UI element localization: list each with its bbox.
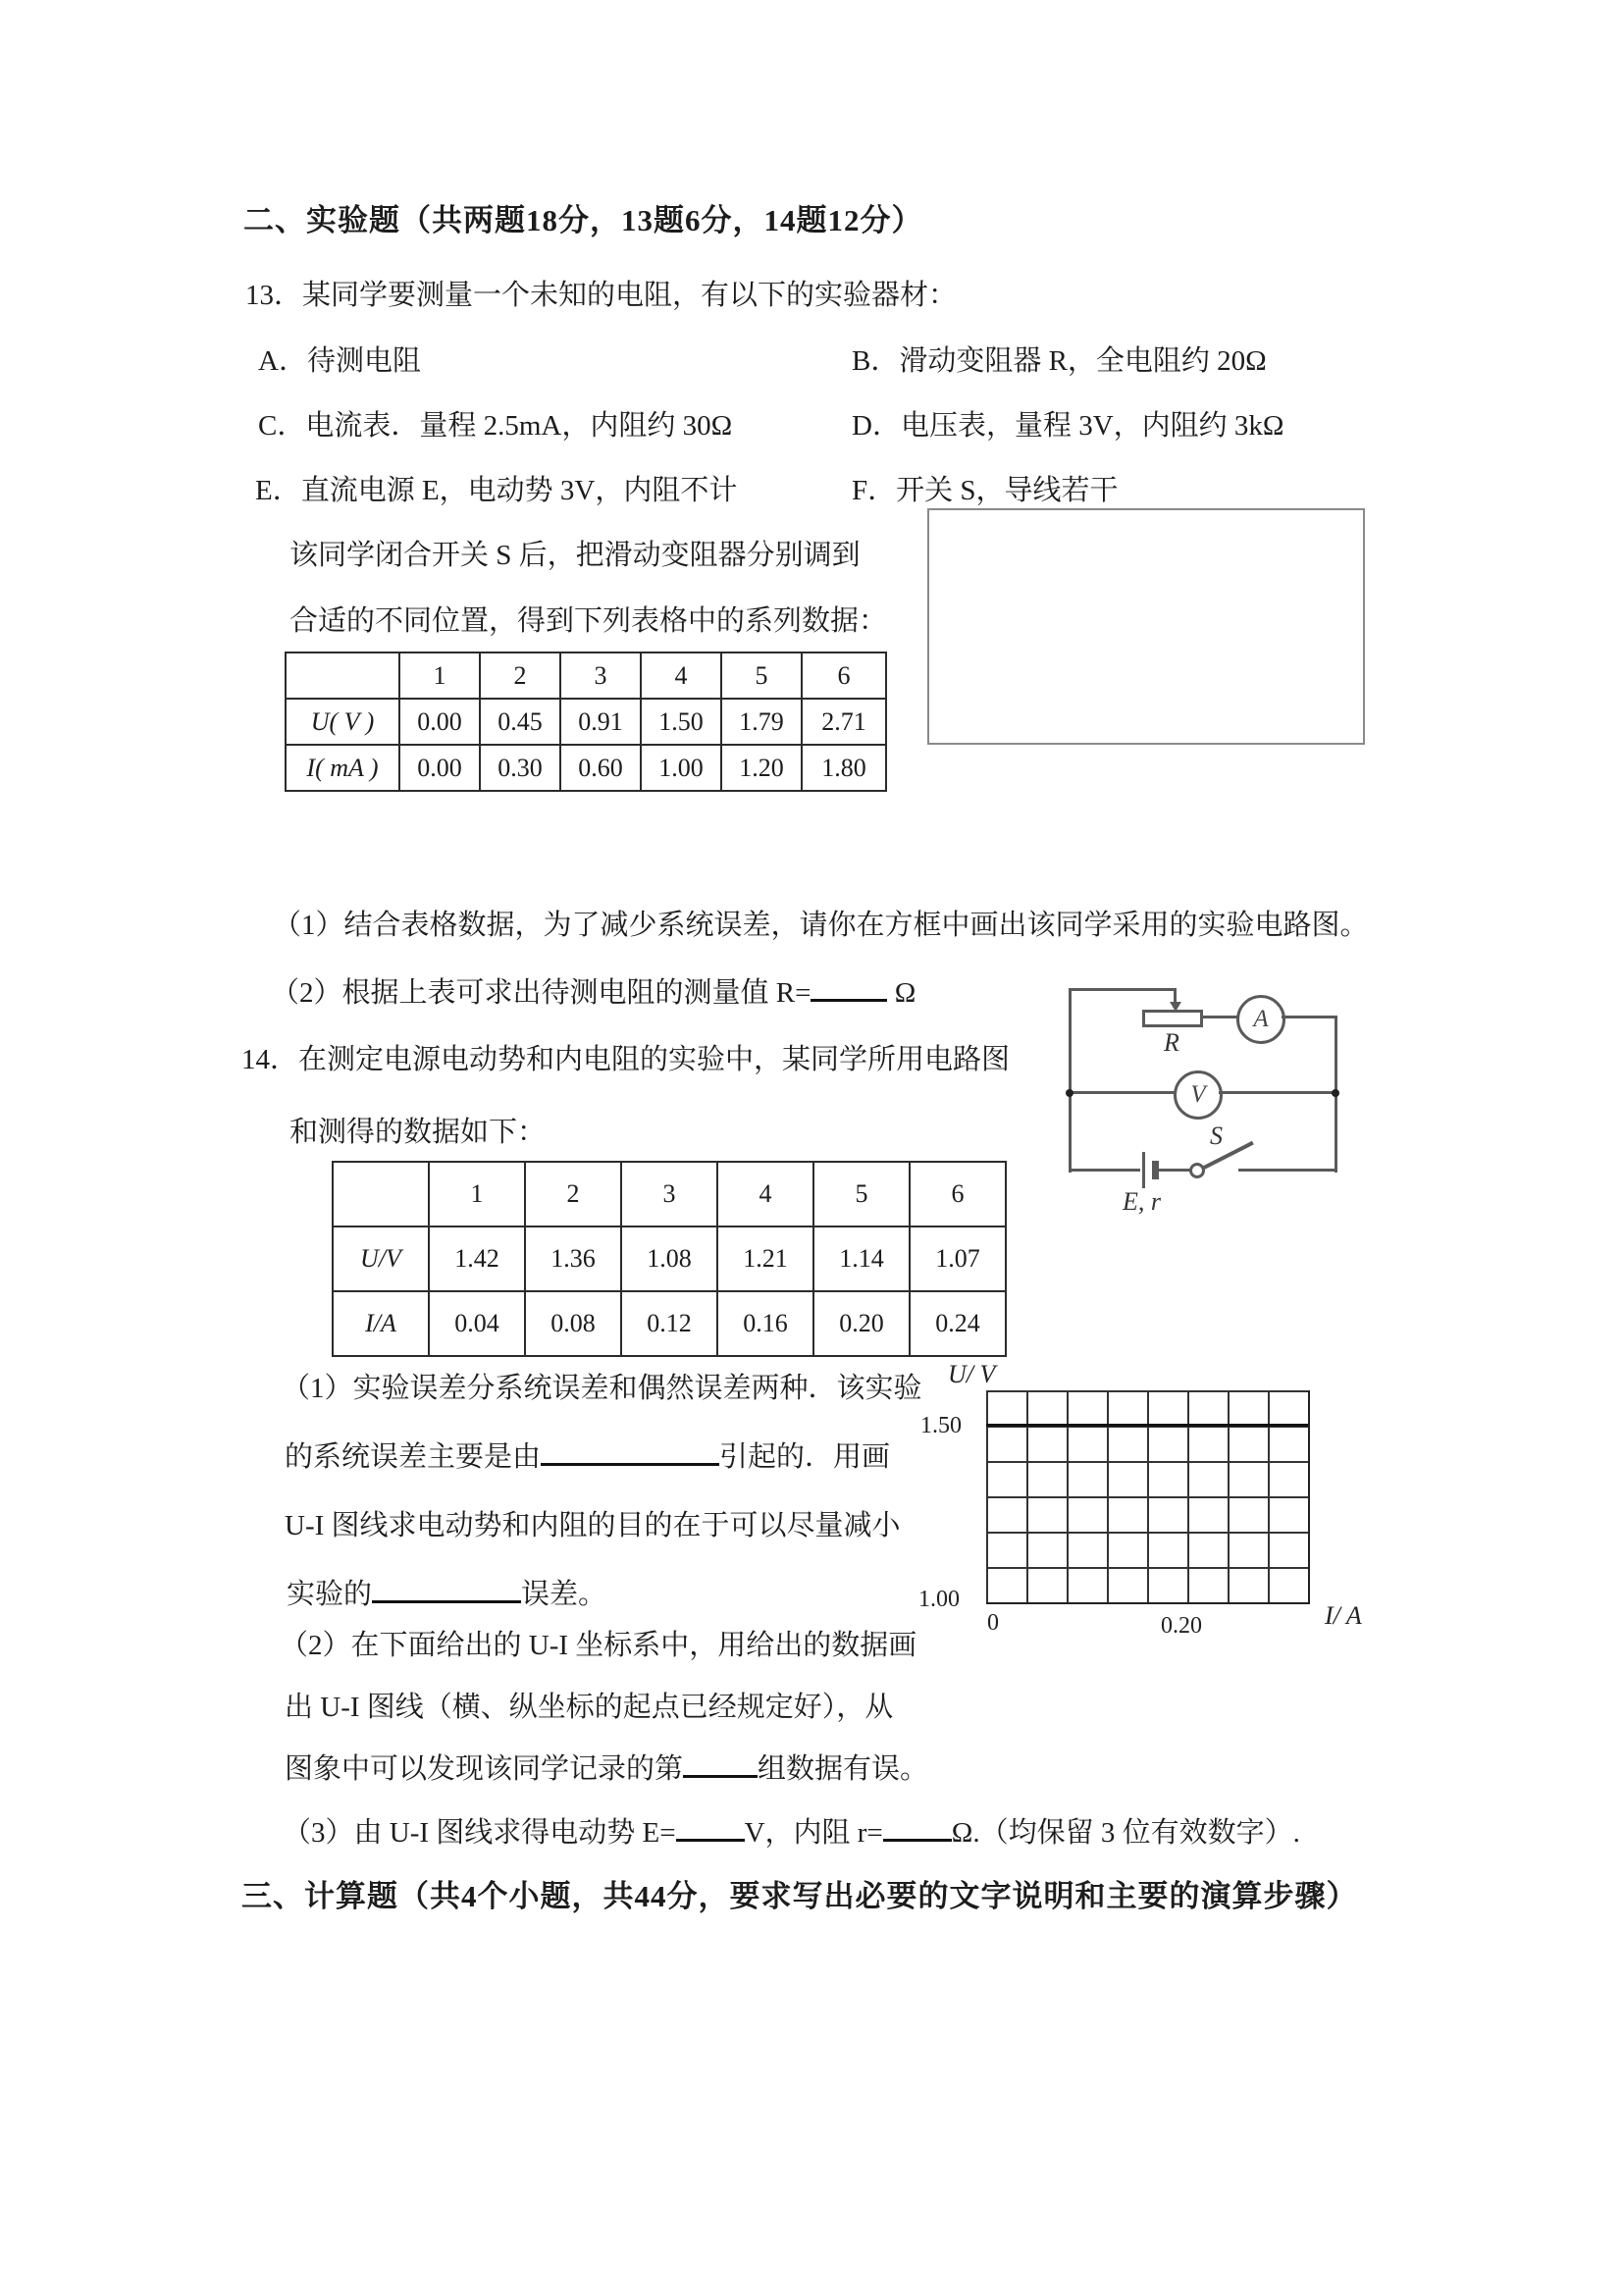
x-tick-020: 0.20 <box>1161 1613 1202 1639</box>
cell: 1.36 <box>525 1226 621 1291</box>
circuit-wire-mid-left <box>1069 1091 1176 1094</box>
row-label: U( V ) <box>286 699 399 745</box>
q13-sub2-text: （2）根据上表可求出待测电阻的测量值 R= <box>271 977 812 1009</box>
q14-sub1-line1: （1）实验误差分系统误差和偶然误差两种．该实验 <box>282 1373 922 1404</box>
q13-paragraph-line1: 该同学闭合开关 S 后，把滑动变阻器分别调到 <box>289 540 861 571</box>
q14-sub3-pre: （3）由 U-I 图线求得电动势 E= <box>283 1817 676 1849</box>
rheostat-symbol <box>1142 1010 1203 1027</box>
circuit-wire-bottom-right <box>1238 1169 1337 1172</box>
q13-table-row-u <box>286 699 886 745</box>
cell: 1.50 <box>641 699 721 745</box>
q14-sub2-line3-pre: 图象中可以发现该同学记录的第 <box>285 1753 684 1785</box>
corner-cell <box>286 652 399 699</box>
cell: 1.21 <box>717 1226 813 1291</box>
q14-blank-internal-resistance <box>883 1817 952 1842</box>
ammeter-label: A <box>1253 1006 1269 1032</box>
cell: 0.60 <box>560 745 641 791</box>
q13-sub2-unit: Ω <box>894 977 916 1009</box>
q13-sub1: （1）结合表格数据，为了减少系统误差，请你在方框中画出该同学采用的实验电路图。 <box>273 910 1369 941</box>
col-header: 6 <box>802 652 886 699</box>
col-header: 1 <box>399 652 480 699</box>
q13-data-table <box>285 652 887 792</box>
q14-sub2-line3 <box>285 1752 928 1787</box>
q14-stem-line2: 和测得的数据如下： <box>289 1117 547 1148</box>
cell: 1.20 <box>721 745 802 791</box>
row-label: I( mA ) <box>286 745 399 791</box>
battery-long-plate <box>1142 1152 1145 1188</box>
voltmeter-label: V <box>1190 1081 1206 1108</box>
q14-blank-systematic-cause <box>541 1441 719 1466</box>
q14-sub1-line2 <box>285 1440 890 1475</box>
col-header: 2 <box>480 652 560 699</box>
voltmeter-symbol <box>1174 1070 1223 1120</box>
col-header: 4 <box>717 1162 813 1226</box>
q13-table-header-row <box>286 652 886 699</box>
cell: 0.00 <box>399 699 480 745</box>
rheostat-label: R <box>1164 1028 1179 1057</box>
battery-label: E, r <box>1123 1187 1161 1216</box>
circuit-wire-rheostat-ammeter <box>1200 1016 1237 1018</box>
cell: 0.16 <box>717 1291 813 1356</box>
q14-sub3 <box>283 1816 1300 1851</box>
y-tick-100: 1.00 <box>918 1587 960 1612</box>
q14-sub1-line4-pre: 实验的 <box>287 1579 373 1610</box>
q14-table-row-i <box>333 1291 1006 1356</box>
cell: 2.71 <box>802 699 886 745</box>
y-tick-150: 1.50 <box>920 1413 962 1438</box>
col-header: 3 <box>621 1162 717 1226</box>
circuit-wire-bottom-mid <box>1159 1169 1190 1172</box>
q13-table-row-i <box>286 745 886 791</box>
cell: 0.00 <box>399 745 480 791</box>
circuit-wire-left <box>1069 988 1072 1173</box>
q14-stem-line1: 14．在测定电源电动势和内电阻的实验中，某同学所用电路图 <box>241 1044 1011 1075</box>
q14-data-table <box>332 1161 1007 1357</box>
cell: 0.91 <box>560 699 641 745</box>
cell: 0.24 <box>910 1291 1006 1356</box>
cell: 1.42 <box>429 1226 525 1291</box>
section3-header: 三、计算题（共4个小题，共44分，要求写出必要的文字说明和主要的演算步骤） <box>241 1879 1358 1913</box>
col-header: 5 <box>721 652 802 699</box>
cell: 0.20 <box>813 1291 910 1356</box>
q13-answer-blank <box>811 977 887 1002</box>
q14-sub1-line2-pre: 的系统误差主要是由 <box>285 1441 542 1473</box>
q14-sub2-line2: 出 U-I 图线（横、纵坐标的起点已经规定好），从 <box>285 1692 894 1723</box>
q14-blank-wrong-data-group <box>683 1753 758 1778</box>
cell: 1.08 <box>621 1226 717 1291</box>
q13-item-a: A．待测电阻 <box>258 345 421 377</box>
q14-blank-emf <box>676 1817 745 1842</box>
x-tick-0: 0 <box>987 1610 999 1636</box>
q14-sub3-mid: V，内阻 r= <box>744 1817 883 1849</box>
junction-dot-left <box>1066 1089 1073 1097</box>
cell: 1.80 <box>802 745 886 791</box>
q14-blank-error-type <box>372 1579 521 1603</box>
cell: 0.08 <box>525 1291 621 1356</box>
q13-item-d: D．电压表，量程 3V，内阻约 3kΩ <box>852 410 1284 442</box>
q14-sub3-post: Ω.（均保留 3 位有效数字）. <box>951 1817 1300 1849</box>
circuit-wire-mid-right <box>1219 1091 1337 1094</box>
cell: 1.79 <box>721 699 802 745</box>
col-header: 5 <box>813 1162 910 1226</box>
q13-item-e: E．直流电源 E，电动势 3V，内阻不计 <box>255 475 738 506</box>
q13-item-f: F．开关 S，导线若干 <box>852 475 1119 506</box>
cell: 1.14 <box>813 1226 910 1291</box>
q13-paragraph-line2: 合适的不同位置，得到下列表格中的系列数据： <box>289 605 888 637</box>
y-axis-label: U/ V <box>948 1360 996 1388</box>
cell: 1.07 <box>910 1226 1006 1291</box>
cell: 0.12 <box>621 1291 717 1356</box>
switch-label: S <box>1210 1122 1223 1150</box>
q13-item-b: B．滑动变阻器 R，全电阻约 20Ω <box>852 345 1267 377</box>
ammeter-symbol <box>1236 995 1285 1044</box>
col-header: 2 <box>525 1162 621 1226</box>
q14-sub1-line2-post: 引起的．用画 <box>719 1441 891 1473</box>
q14-sub2-line1: （2）在下面给出的 U-I 坐标系中，用给出的数据画 <box>280 1630 917 1661</box>
q13-sub2 <box>271 976 916 1011</box>
cell: 0.30 <box>480 745 560 791</box>
col-header: 3 <box>560 652 641 699</box>
row-label: I/A <box>333 1291 429 1356</box>
q13-item-c: C．电流表．量程 2.5mA，内阻约 30Ω <box>258 410 733 442</box>
q14-table-header-row <box>333 1162 1006 1226</box>
col-header: 4 <box>641 652 721 699</box>
x-axis-label: I/ A <box>1325 1601 1362 1630</box>
cell: 0.04 <box>429 1291 525 1356</box>
circuit-wire-top <box>1069 988 1177 991</box>
q14-table-row-u <box>333 1226 1006 1291</box>
cell: 1.00 <box>641 745 721 791</box>
circuit-wire-ammeter-right <box>1282 1016 1337 1018</box>
section2-header: 二、实验题（共两题18分，13题6分，14题12分） <box>243 203 923 237</box>
corner-cell <box>333 1162 429 1226</box>
grid-line-1-50 <box>986 1424 1308 1427</box>
graph-grid <box>986 1390 1310 1604</box>
col-header: 1 <box>429 1162 525 1226</box>
cell: 0.45 <box>480 699 560 745</box>
battery-short-plate <box>1152 1161 1159 1179</box>
q14-sub1-line3: U-I 图线求电动势和内阻的目的在于可以尽量减小 <box>285 1510 901 1541</box>
q14-sub2-line3-post: 组数据有误。 <box>758 1753 929 1785</box>
col-header: 6 <box>910 1162 1006 1226</box>
circuit-answer-box <box>927 508 1365 745</box>
row-label: U/V <box>333 1226 429 1291</box>
circuit-wire-bottom-left <box>1069 1169 1140 1172</box>
q14-sub1-line4 <box>287 1578 606 1612</box>
junction-dot-right <box>1332 1089 1339 1097</box>
q14-sub1-line4-post: 误差。 <box>521 1579 607 1610</box>
q13-stem: 13．某同学要测量一个未知的电阻，有以下的实验器材： <box>245 280 958 311</box>
